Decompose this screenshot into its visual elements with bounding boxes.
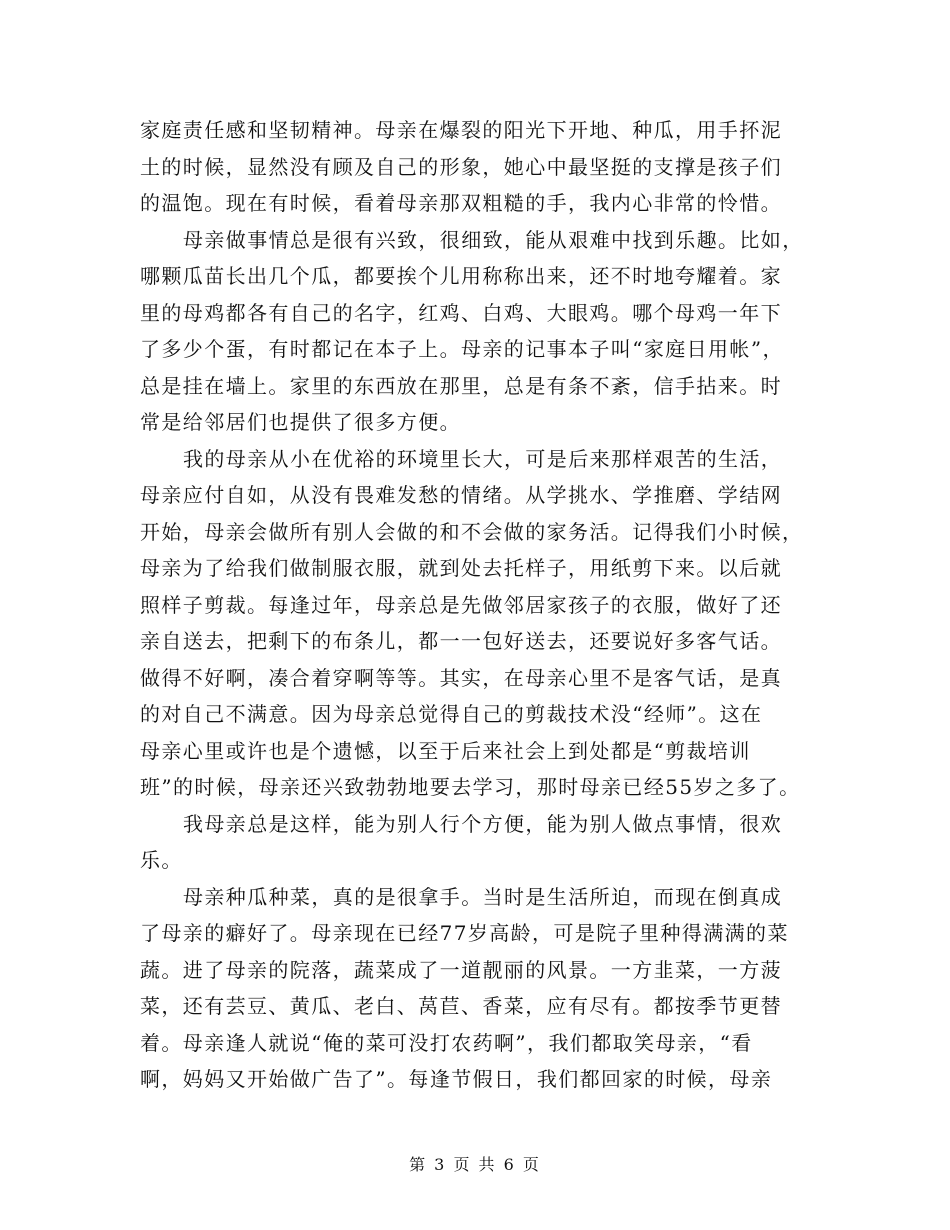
text-line: 啊，妈妈又开始做广告了”。每逢节假日，我们都回家的时候，母亲 bbox=[140, 1067, 773, 1091]
text-line: 的温饱。现在有时候，看着母亲那双粗糙的手，我内心非常的怜惜。 bbox=[140, 191, 782, 215]
text-line: 的对自己不满意。因为母亲总觉得自己的剪裁技术没“经师”。这在 bbox=[140, 702, 763, 726]
text-line: 做得不好啊，凑合着穿啊等等。其实，在母亲心里不是客气话，是真 bbox=[140, 665, 782, 690]
text-line: 家庭责任感和坚韧精神。母亲在爆裂的阳光下开地、种瓜，用手抔泥 bbox=[140, 118, 782, 142]
text-line: 开始，母亲会做所有别人会做的和不会做的家务活。记得我们小时候， bbox=[140, 519, 804, 544]
text-line: 母亲为了给我们做制服衣服，就到处去托样子，用纸剪下来。以后就 bbox=[140, 556, 782, 580]
text-line: 我的母亲从小在优裕的环境里长大，可是后来那样艰苦的生活， bbox=[183, 446, 783, 471]
text-line: 菜，还有芸豆、黄瓜、老白、莴苣、香菜，应有尽有。都按季节更替 bbox=[140, 994, 782, 1018]
text-line: 土的时候，显然没有顾及自己的形象，她心中最坚挺的支撑是孩子们 bbox=[140, 154, 782, 179]
text-line: 乐。 bbox=[140, 848, 183, 872]
text-line: 母亲做事情总是很有兴致，很细致，能从艰难中找到乐趣。比如， bbox=[183, 227, 804, 252]
text-line: 蔬。进了母亲的院落，蔬菜成了一道靓丽的风景。一方韭菜，一方菠 bbox=[140, 957, 782, 982]
text-line: 班”的时候，母亲还兴致勃勃地要去学习，那时母亲已经55岁之多了。 bbox=[140, 775, 801, 799]
text-line: 照样子剪裁。每逢过年，母亲总是先做邻居家孩子的衣服，做好了还 bbox=[140, 592, 782, 617]
body-text bbox=[140, 112, 820, 1098]
text-line: 母亲心里或许也是个遗憾，以至于后来社会上到处都是“剪裁培训 bbox=[140, 738, 751, 763]
text-line: 哪颗瓜苗长出几个瓜，都要挨个儿用称称出来，还不时地夸耀着。家 bbox=[140, 264, 782, 288]
text-line: 里的母鸡都各有自己的名字，红鸡、白鸡、大眼鸡。哪个母鸡一年下 bbox=[140, 300, 782, 325]
text-line: 了母亲的癖好了。母亲现在已经77岁高龄，可是院子里种得满满的菜 bbox=[140, 921, 789, 945]
text-line: 母亲种瓜种菜，真的是很拿手。当时是生活所迫，而现在倒真成 bbox=[183, 884, 783, 909]
text-line: 母亲应付自如，从没有畏难发愁的情绪。从学挑水、学推磨、学结网 bbox=[140, 483, 782, 507]
page-number-footer: 第 3 页 共 6 页 bbox=[409, 1155, 541, 1174]
text-line: 总是挂在墙上。家里的东西放在那里，总是有条不紊，信手拈来。时 bbox=[140, 373, 782, 398]
text-line: 常是给邻居们也提供了很多方便。 bbox=[140, 410, 461, 434]
text-line: 着。母亲逢人就说“俺的菜可没打农药啊”，我们都取笑母亲，“看 bbox=[140, 1030, 753, 1055]
text-line: 亲自送去，把剩下的布条儿，都一一包好送去，还要说好多客气话。 bbox=[140, 629, 782, 653]
text-line: 我母亲总是这样，能为别人行个方便，能为别人做点事情，很欢 bbox=[183, 811, 783, 836]
text-line: 了多少个蛋，有时都记在本子上。母亲的记事本子叫“家庭日用帐”， bbox=[140, 337, 784, 361]
